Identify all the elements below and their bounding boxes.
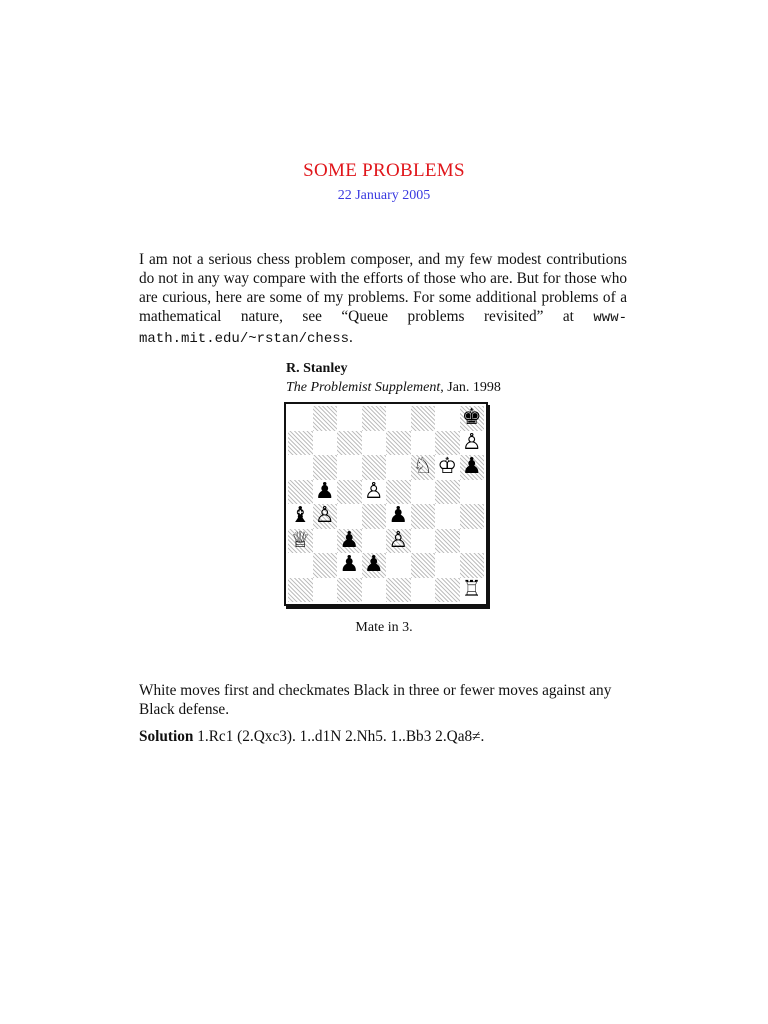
square-g7 bbox=[435, 431, 460, 456]
chess-piece-icon: ♟ bbox=[339, 527, 360, 553]
square-e5 bbox=[386, 480, 411, 505]
square-h2 bbox=[460, 553, 485, 578]
square-f4 bbox=[411, 504, 436, 529]
chess-piece-icon: ♟ bbox=[461, 454, 482, 480]
square-c7 bbox=[337, 431, 362, 456]
chess-piece-icon: ♙ bbox=[363, 478, 384, 504]
square-c2 bbox=[337, 553, 362, 578]
square-a6 bbox=[288, 455, 313, 480]
square-f2 bbox=[411, 553, 436, 578]
square-g1 bbox=[435, 578, 460, 603]
chess-piece-icon: ♟ bbox=[339, 552, 360, 578]
solution-line bbox=[139, 728, 484, 746]
square-h3 bbox=[460, 529, 485, 554]
intro-paragraph bbox=[139, 250, 627, 349]
chess-diagram bbox=[284, 402, 486, 612]
chess-piece-icon: ♙ bbox=[388, 527, 409, 553]
square-g6 bbox=[435, 455, 460, 480]
rules-paragraph: White moves first and checkmates Black in three or fewer moves against any Black defense. bbox=[139, 682, 612, 718]
problem-author: R. Stanley bbox=[286, 361, 348, 376]
problem-source bbox=[286, 380, 501, 396]
square-c4 bbox=[337, 504, 362, 529]
square-c3 bbox=[337, 529, 362, 554]
square-b4 bbox=[313, 504, 338, 529]
square-b6 bbox=[313, 455, 338, 480]
square-d8 bbox=[362, 406, 387, 431]
problem-caption: Mate in 3. bbox=[355, 620, 413, 635]
square-f1 bbox=[411, 578, 436, 603]
square-g8 bbox=[435, 406, 460, 431]
source-title: The Problemist Supplement bbox=[286, 380, 441, 395]
chess-url: www-math.mit.edu/~rstan/chess bbox=[139, 310, 627, 347]
document-date: 22 January 2005 bbox=[337, 188, 431, 203]
square-b5 bbox=[313, 480, 338, 505]
square-a8 bbox=[288, 406, 313, 431]
square-d4 bbox=[362, 504, 387, 529]
square-d5 bbox=[362, 480, 387, 505]
square-d6 bbox=[362, 455, 387, 480]
solution-label: Solution bbox=[139, 728, 194, 745]
source-date: , Jan. 1998 bbox=[440, 380, 501, 395]
square-f6 bbox=[411, 455, 436, 480]
square-a7 bbox=[288, 431, 313, 456]
square-h6 bbox=[460, 455, 485, 480]
square-d2 bbox=[362, 553, 387, 578]
square-a3 bbox=[288, 529, 313, 554]
intro-text: I am not a serious chess problem composer, and my few modest contributions do not in any way compare with the efforts of those who are. But for those who are curious, here are some of my problems. For some additional problems of a mathematical nature, see “Queue problems revisited” at bbox=[139, 251, 627, 325]
square-f7 bbox=[411, 431, 436, 456]
square-h8 bbox=[460, 406, 485, 431]
square-c8 bbox=[337, 406, 362, 431]
square-c1 bbox=[337, 578, 362, 603]
square-d1 bbox=[362, 578, 387, 603]
chess-board bbox=[284, 402, 488, 606]
intro-end: . bbox=[349, 329, 353, 346]
square-g4 bbox=[435, 504, 460, 529]
square-g2 bbox=[435, 553, 460, 578]
square-b3 bbox=[313, 529, 338, 554]
square-f8 bbox=[411, 406, 436, 431]
chess-piece-icon: ♟ bbox=[388, 503, 409, 529]
chess-piece-icon: ♟ bbox=[363, 552, 384, 578]
square-h5 bbox=[460, 480, 485, 505]
square-a4 bbox=[288, 504, 313, 529]
square-b8 bbox=[313, 406, 338, 431]
square-b2 bbox=[313, 553, 338, 578]
chess-piece-icon: ♝ bbox=[290, 503, 311, 529]
square-c6 bbox=[337, 455, 362, 480]
document-title: SOME PROBLEMS bbox=[303, 160, 465, 181]
square-g3 bbox=[435, 529, 460, 554]
square-g5 bbox=[435, 480, 460, 505]
solution-text: 1.Rc1 (2.Qxc3). 1..d1N 2.Nh5. 1..Bb3 2.Qa8≠. bbox=[193, 728, 485, 745]
square-e1 bbox=[386, 578, 411, 603]
chess-piece-icon: ♖ bbox=[461, 576, 482, 602]
square-e7 bbox=[386, 431, 411, 456]
square-e6 bbox=[386, 455, 411, 480]
chess-piece-icon: ♘ bbox=[412, 454, 433, 480]
chess-piece-icon: ♟ bbox=[314, 478, 335, 504]
chess-piece-icon: ♕ bbox=[290, 527, 311, 553]
board-grid bbox=[288, 406, 484, 602]
square-e2 bbox=[386, 553, 411, 578]
square-h4 bbox=[460, 504, 485, 529]
square-e3 bbox=[386, 529, 411, 554]
square-e4 bbox=[386, 504, 411, 529]
square-a2 bbox=[288, 553, 313, 578]
square-a1 bbox=[288, 578, 313, 603]
square-b7 bbox=[313, 431, 338, 456]
square-f3 bbox=[411, 529, 436, 554]
square-h7 bbox=[460, 431, 485, 456]
square-b1 bbox=[313, 578, 338, 603]
square-c5 bbox=[337, 480, 362, 505]
square-f5 bbox=[411, 480, 436, 505]
square-d3 bbox=[362, 529, 387, 554]
square-d7 bbox=[362, 431, 387, 456]
square-a5 bbox=[288, 480, 313, 505]
chess-piece-icon: ♔ bbox=[437, 454, 458, 480]
square-e8 bbox=[386, 406, 411, 431]
square-h1 bbox=[460, 578, 485, 603]
chess-piece-icon: ♙ bbox=[314, 503, 335, 529]
chess-piece-icon: ♙ bbox=[461, 429, 482, 455]
chess-piece-icon: ♚ bbox=[461, 405, 482, 431]
